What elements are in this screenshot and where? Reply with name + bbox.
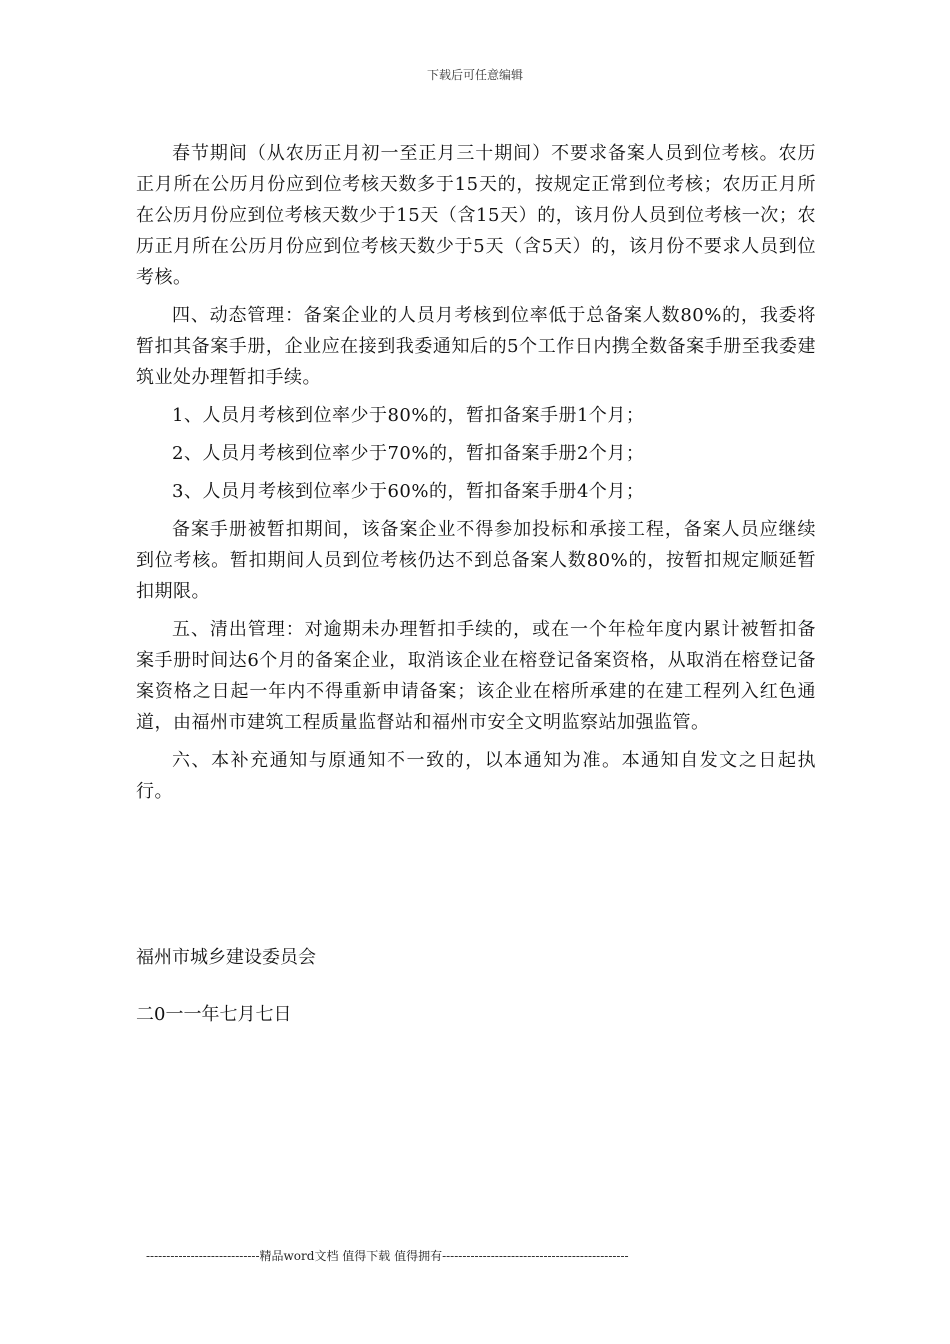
paragraph-dynamic-management: 四、动态管理：备案企业的人员月考核到位率低于总备案人数80%的，我委将暂扣其备案手册，企业应在接到我委通知后的5个工作日内携全数备案手册至我委建筑业处办理暂扣手续。 <box>136 305 816 388</box>
paragraph-spring-festival: 春节期间（从农历正月初一至正月三十期间）不要求备案人员到位考核。农历正月所在公历月份应到位考核天数多于15天的，按规定正常到位考核；农历正月所在公历月份应到位考核天数少于15天（含15天）的，该月份人员到位考核一次；农历正月所在公历月份应到位考核天数少于5天（含5天）的，该月份不要求人员到位考核。 <box>136 143 816 288</box>
paragraph-final-provision: 六、本补充通知与原通知不一致的，以本通知为准。本通知自发文之日起执行。 <box>136 750 816 802</box>
issue-date: 二0一一年七月七日 <box>136 1004 292 1025</box>
page-header: 下载后可任意编辑 <box>426 68 523 82</box>
paragraph-item-2: 2、人员月考核到位率少于70%的，暂扣备案手册2个月； <box>172 443 645 464</box>
paragraph-clearance-management: 五、清出管理：对逾期未办理暂扣手续的，或在一个年检年度内累计被暂扣备案手册时间达6个月的备案企业，取消该企业在榕登记备案资格，从取消在榕登记备案资格之日起一年内不得重新申请备案；该企业在榕所承建的在建工程列入红色通道，由福州市建筑工程质量监督站和福州市安全文明监察站加强监管。 <box>136 619 816 733</box>
paragraph-suspension-period: 备案手册被暂扣期间，该备案企业不得参加投标和承接工程，备案人员应继续到位考核。暂扣期间人员到位考核仍达不到总备案人数80%的，按暂扣规定顺延暂扣期限。 <box>136 519 816 602</box>
paragraph-item-1: 1、人员月考核到位率少于80%的，暂扣备案手册1个月； <box>172 405 645 426</box>
document-body <box>136 138 816 814</box>
issuer-signature: 福州市城乡建设委员会 <box>136 947 316 968</box>
page-footer: ----------------------------精品word文档 值得下载 值得拥有---------------------------------------------- <box>146 1249 629 1263</box>
paragraph-item-3: 3、人员月考核到位率少于60%的，暂扣备案手册4个月； <box>172 481 645 502</box>
